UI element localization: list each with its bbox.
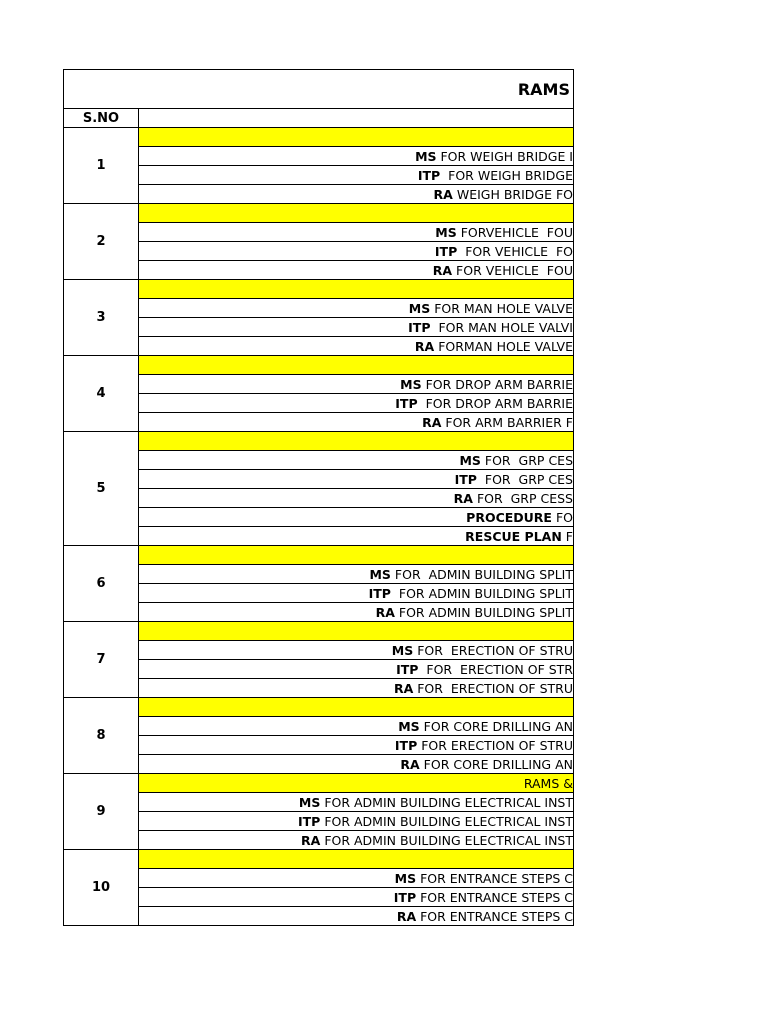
table-row bbox=[64, 413, 574, 432]
table-row bbox=[64, 375, 574, 394]
document-description: FORVEHICLE FOU bbox=[456, 224, 573, 240]
group-heading bbox=[139, 204, 574, 223]
document-description: FOR GRP CESS bbox=[472, 490, 573, 506]
table-row bbox=[64, 888, 574, 907]
table-row bbox=[64, 242, 574, 261]
document-cell bbox=[139, 736, 574, 755]
serial-number: 4 bbox=[64, 356, 139, 432]
document-cell bbox=[139, 223, 574, 242]
table-row bbox=[64, 451, 574, 470]
document-cell bbox=[139, 660, 574, 679]
group-header-row bbox=[64, 280, 574, 299]
document-description: F bbox=[561, 528, 573, 544]
document-type-label: ITP bbox=[434, 243, 458, 259]
sno-header: S.NO bbox=[64, 109, 139, 128]
document-description: FOR ENTRANCE STEPS C bbox=[416, 870, 573, 886]
group-heading bbox=[139, 432, 574, 451]
group-heading bbox=[139, 850, 574, 869]
document-description: FOR ADMIN BUILDING ELECTRICAL INST bbox=[320, 832, 573, 848]
document-description: FOR ADMIN BUILDING SPLIT bbox=[390, 585, 573, 601]
document-type-label: ITP bbox=[454, 471, 477, 487]
document-type-label: MS bbox=[398, 718, 420, 734]
document-description: FOR WEIGH BRIDGE I bbox=[436, 148, 573, 164]
table-row bbox=[64, 831, 574, 850]
document-type-label: ITP bbox=[368, 585, 391, 601]
document-cell bbox=[139, 166, 574, 185]
group-header-row bbox=[64, 622, 574, 641]
document-description: FOR ENTRANCE STEPS C bbox=[416, 889, 573, 905]
serial-number: 6 bbox=[64, 546, 139, 622]
group-header-row bbox=[64, 432, 574, 451]
document-cell bbox=[139, 679, 574, 698]
table-row bbox=[64, 185, 574, 204]
table-row bbox=[64, 318, 574, 337]
serial-number: 5 bbox=[64, 432, 139, 546]
document-cell bbox=[139, 299, 574, 318]
table-row bbox=[64, 299, 574, 318]
document-cell bbox=[139, 907, 574, 926]
document-type-label: MS bbox=[459, 452, 481, 468]
group-header-row bbox=[64, 850, 574, 869]
table-row bbox=[64, 679, 574, 698]
table-row bbox=[64, 641, 574, 660]
serial-number: 7 bbox=[64, 622, 139, 698]
table-row bbox=[64, 565, 574, 584]
document-type-label: RA bbox=[393, 680, 414, 696]
document-type-label: ITP bbox=[298, 813, 321, 829]
document-cell bbox=[139, 394, 574, 413]
document-cell bbox=[139, 603, 574, 622]
document-type-label: MS bbox=[435, 224, 457, 240]
description-header bbox=[139, 109, 574, 128]
table-row bbox=[64, 584, 574, 603]
table-row bbox=[64, 489, 574, 508]
document-type-label: RA bbox=[375, 604, 395, 620]
document-type-label: MS bbox=[391, 642, 414, 658]
document-cell bbox=[139, 869, 574, 888]
group-header-row bbox=[64, 356, 574, 375]
table-row bbox=[64, 755, 574, 774]
document-description: FOR ERECTION OF STRU bbox=[417, 737, 573, 753]
header-row bbox=[64, 109, 574, 128]
table-row bbox=[64, 793, 574, 812]
document-type-label: ITP bbox=[395, 395, 418, 411]
document-cell bbox=[139, 413, 574, 432]
document-cell bbox=[139, 375, 574, 394]
document-cell bbox=[139, 755, 574, 774]
title-row bbox=[64, 70, 574, 109]
group-header-row bbox=[64, 698, 574, 717]
document-cell bbox=[139, 508, 574, 527]
document-description: FOR WEIGH BRIDGE bbox=[440, 167, 573, 183]
document-description: FORMAN HOLE VALVE bbox=[434, 338, 573, 354]
document-type-label: MS bbox=[369, 566, 391, 582]
document-type-label: RA bbox=[433, 186, 453, 202]
serial-number: 1 bbox=[64, 128, 139, 204]
group-header-row bbox=[64, 774, 574, 793]
document-description: FOR ADMIN BUILDING ELECTRICAL INST bbox=[320, 794, 573, 810]
document-cell bbox=[139, 565, 574, 584]
document-cell bbox=[139, 527, 574, 546]
table-row bbox=[64, 261, 574, 280]
document-cell bbox=[139, 337, 574, 356]
document-type-label: MS bbox=[408, 300, 431, 316]
document-type-label: ITP bbox=[408, 319, 431, 335]
group-header-row bbox=[64, 204, 574, 223]
group-heading bbox=[139, 356, 574, 375]
serial-number: 2 bbox=[64, 204, 139, 280]
document-type-label: ITP bbox=[417, 167, 441, 183]
table-row bbox=[64, 660, 574, 679]
document-type-label: MS bbox=[400, 376, 422, 392]
document-type-label: ITP bbox=[396, 661, 419, 677]
document-description: FOR ADMIN BUILDING SPLIT bbox=[390, 566, 573, 582]
serial-number: 9 bbox=[64, 774, 139, 850]
document-description: FO bbox=[551, 509, 573, 525]
group-heading bbox=[139, 128, 574, 147]
document-description: FOR ADMIN BUILDING ELECTRICAL INST bbox=[320, 813, 573, 829]
group-heading: RAMS & bbox=[139, 774, 574, 793]
table-row bbox=[64, 907, 574, 926]
table-row bbox=[64, 736, 574, 755]
document-type-label: RA bbox=[400, 756, 420, 772]
document-description: FOR MAN HOLE VALVI bbox=[430, 319, 573, 335]
document-description: FOR DROP ARM BARRIE bbox=[417, 395, 573, 411]
group-header-row bbox=[64, 546, 574, 565]
table-row bbox=[64, 147, 574, 166]
document-description: FOR CORE DRILLING AN bbox=[419, 718, 573, 734]
serial-number: 3 bbox=[64, 280, 139, 356]
document-description: FOR ARM BARRIER F bbox=[441, 414, 573, 430]
table-row bbox=[64, 337, 574, 356]
serial-number: 8 bbox=[64, 698, 139, 774]
document-description: FOR GRP CES bbox=[480, 452, 573, 468]
document-description: FOR VEHICLE FOU bbox=[452, 262, 573, 278]
document-type-label: PROCEDURE bbox=[466, 509, 552, 525]
group-heading bbox=[139, 622, 574, 641]
document-description: FOR GRP CES bbox=[476, 471, 573, 487]
document-type-label: ITP bbox=[393, 889, 417, 905]
document-type-label: RA bbox=[432, 262, 453, 278]
serial-number: 10 bbox=[64, 850, 139, 926]
document-cell bbox=[139, 793, 574, 812]
document-cell bbox=[139, 261, 574, 280]
group-heading bbox=[139, 698, 574, 717]
document-description: FOR MAN HOLE VALVE bbox=[430, 300, 573, 316]
document-type-label: RA bbox=[422, 414, 442, 430]
document-type-label: MS bbox=[298, 794, 321, 810]
table-row bbox=[64, 869, 574, 888]
table-row bbox=[64, 394, 574, 413]
table-row bbox=[64, 717, 574, 736]
document-cell bbox=[139, 242, 574, 261]
document-type-label: RA bbox=[301, 832, 321, 848]
document-cell bbox=[139, 641, 574, 660]
document-description: FOR CORE DRILLING AN bbox=[419, 756, 573, 772]
document-description: FOR ERECTION OF STRU bbox=[413, 680, 573, 696]
document-cell bbox=[139, 318, 574, 337]
document-description: FOR ERECTION OF STRU bbox=[413, 642, 573, 658]
rams-table bbox=[63, 69, 574, 926]
group-header-row bbox=[64, 128, 574, 147]
table-row bbox=[64, 223, 574, 242]
document-type-label: RESCUE PLAN bbox=[465, 528, 562, 544]
table-row bbox=[64, 166, 574, 185]
table-row bbox=[64, 527, 574, 546]
document-cell bbox=[139, 717, 574, 736]
document-description: FOR ADMIN BUILDING SPLIT bbox=[394, 604, 573, 620]
document-description: FOR ENTRANCE STEPS C bbox=[416, 908, 573, 924]
document-cell bbox=[139, 147, 574, 166]
table-row bbox=[64, 812, 574, 831]
document-cell bbox=[139, 470, 574, 489]
document-type-label: ITP bbox=[394, 737, 418, 753]
group-heading bbox=[139, 546, 574, 565]
document-cell bbox=[139, 584, 574, 603]
document-type-label: RA bbox=[414, 338, 435, 354]
document-cell bbox=[139, 451, 574, 470]
document-description: FOR VEHICLE FO bbox=[457, 243, 573, 259]
table-row bbox=[64, 470, 574, 489]
sheet-title: RAMS bbox=[64, 70, 574, 109]
document-description: FOR ERECTION OF STR bbox=[418, 661, 573, 677]
document-type-label: RA bbox=[396, 908, 417, 924]
document-cell bbox=[139, 489, 574, 508]
document-type-label: MS bbox=[394, 870, 417, 886]
table-row bbox=[64, 508, 574, 527]
document-cell bbox=[139, 888, 574, 907]
group-heading bbox=[139, 280, 574, 299]
rams-sheet bbox=[63, 69, 573, 926]
document-cell bbox=[139, 831, 574, 850]
document-cell bbox=[139, 812, 574, 831]
table-row bbox=[64, 603, 574, 622]
document-type-label: RA bbox=[453, 490, 473, 506]
document-description: FOR DROP ARM BARRIE bbox=[421, 376, 573, 392]
document-description: WEIGH BRIDGE FO bbox=[452, 186, 573, 202]
document-type-label: MS bbox=[415, 148, 437, 164]
document-cell bbox=[139, 185, 574, 204]
